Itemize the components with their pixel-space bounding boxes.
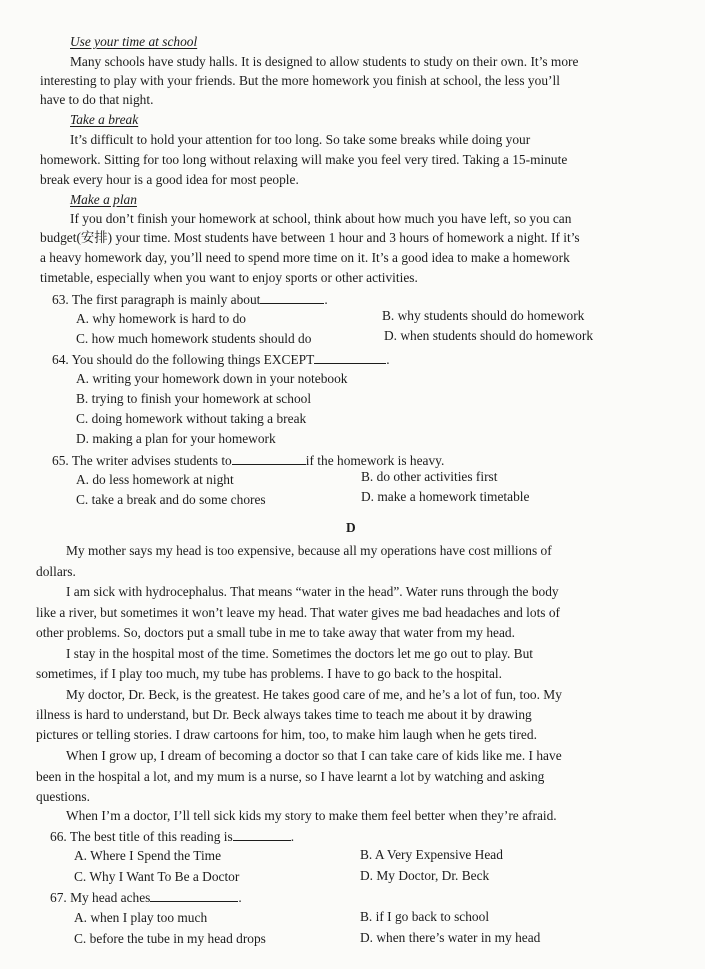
question-66-option-c: C. Why I Want To Be a Doctor: [74, 869, 240, 884]
passage-line: pictures or telling stories. I draw cartoons for him, too, to make him laugh when he gets tired.: [36, 727, 537, 742]
question-stem-text: 67. My head aches: [50, 890, 151, 905]
question-stem-end: .: [324, 292, 328, 307]
question-63-stem: [52, 291, 328, 308]
paragraph-line: homework. Sitting for too long without relaxing will make you feel very tired. Taking a 15-minute: [40, 152, 568, 167]
question-65-option-a: A. do less homework at night: [76, 472, 234, 487]
answer-blank: [260, 291, 324, 304]
question-64-stem: [52, 351, 390, 368]
paragraph-line: have to do that night.: [40, 92, 154, 107]
heading-take-a-break: Take a break: [70, 112, 139, 127]
paragraph-line: timetable, especially when you want to enjoy sports or other activities.: [40, 270, 418, 285]
passage-line: questions.: [36, 789, 90, 804]
passage-line: dollars.: [36, 564, 76, 579]
paragraph-line: Many schools have study halls. It is designed to allow students to study on their own. It’s more: [70, 54, 579, 69]
answer-blank: [233, 828, 291, 841]
paragraph-line: It’s difficult to hold your attention for too long. So take some breaks while doing your: [70, 132, 531, 147]
question-63-option-a: A. why homework is hard to do: [76, 311, 246, 326]
question-66-option-b: B. A Very Expensive Head: [360, 847, 503, 862]
question-65-option-d: D. make a homework timetable: [361, 489, 530, 504]
question-67-stem: [50, 889, 242, 906]
question-stem-end: .: [290, 829, 295, 844]
question-stem-end: .: [386, 352, 390, 367]
passage-line: been in the hospital a lot, and my mum is a nurse, so I have learnt a lot by watching and asking: [36, 769, 545, 784]
passage-line: like a river, but sometimes it won’t leave my head. That water gives me bad headaches and lots of: [36, 605, 561, 620]
question-67-option-a: A. when I play too much: [74, 910, 208, 925]
question-63-option-d: D. when students should do homework: [384, 328, 594, 343]
passage-line: When I’m a doctor, I’ll tell sick kids my story to make them feel better when they’re afraid.: [66, 808, 557, 823]
question-stem-text: 64. You should do the following things EXCEPT: [52, 352, 315, 367]
passage-line: I am sick with hydrocephalus. That means “water in the head”. Water runs through the body: [66, 584, 559, 599]
question-stem-text: 63. The first paragraph is mainly about: [52, 292, 261, 307]
section-d-title: D: [346, 520, 356, 535]
passage-line: When I grow up, I dream of becoming a doctor so that I can take care of kids like me. I have: [66, 748, 562, 763]
question-stem-end: .: [238, 890, 242, 905]
heading-make-a-plan: Make a plan: [70, 192, 137, 207]
question-stem-end: if the homework is heavy.: [305, 453, 445, 468]
question-67-option-b: B. if I go back to school: [360, 909, 490, 924]
question-64-option-d: D. making a plan for your homework: [76, 431, 276, 446]
question-64-option-a: A. writing your homework down in your notebook: [76, 371, 348, 386]
passage-line: My mother says my head is too expensive, because all my operations have cost millions of: [66, 543, 552, 558]
paragraph-line: break every hour is a good idea for most people.: [40, 172, 299, 187]
question-67-option-c: C. before the tube in my head drops: [74, 931, 266, 946]
question-stem-text: 65. The writer advises students to: [52, 453, 232, 468]
answer-blank: [150, 889, 238, 902]
passage-line: other problems. So, doctors put a small tube in me to take away that water from my head.: [36, 625, 515, 640]
passage-line: My doctor, Dr. Beck, is the greatest. He takes good care of me, and he’s a lot of fun, too. My: [66, 687, 562, 702]
question-67-option-d: D. when there’s water in my head: [360, 930, 541, 945]
question-65-option-b: B. do other activities first: [361, 469, 498, 484]
paragraph-line: interesting to play with your friends. But the more homework you finish at school, the less you’ll: [40, 73, 560, 88]
question-63-option-c: C. how much homework students should do: [76, 331, 312, 346]
question-66-option-d: D. My Doctor, Dr. Beck: [360, 868, 490, 883]
question-64-option-c: C. doing homework without taking a break: [76, 411, 307, 426]
passage-line: I stay in the hospital most of the time. Sometimes the doctors let me go out to play. But: [66, 646, 533, 661]
heading-use-your-time: Use your time at school: [70, 34, 198, 49]
paragraph-line: a heavy homework day, you’ll need to spend more time on it. It’s a good idea to make a homework: [40, 250, 570, 265]
question-63-option-b: B. why students should do homework: [382, 308, 585, 323]
question-stem-text: 66. The best title of this reading is: [50, 829, 233, 844]
paragraph-line: budget(安排) your time. Most students have between 1 hour and 3 hours of homework a night. If it’s: [40, 230, 580, 245]
paragraph-line: If you don’t finish your homework at school, think about how much you have left, so you can: [70, 211, 572, 226]
passage-line: illness is hard to understand, but Dr. Beck always takes time to teach me about it by drawing: [36, 707, 532, 722]
question-64-option-b: B. trying to finish your homework at school: [76, 391, 312, 406]
answer-blank: [232, 452, 306, 465]
question-66-option-a: A. Where I Spend the Time: [74, 848, 222, 863]
answer-blank: [314, 351, 386, 364]
question-66-stem: [50, 828, 294, 845]
passage-line: sometimes, if I play too much, my tube has problems. I have to go back to the hospital.: [36, 666, 502, 681]
question-65-option-c: C. take a break and do some chores: [76, 492, 266, 507]
question-65-stem: [52, 452, 444, 469]
